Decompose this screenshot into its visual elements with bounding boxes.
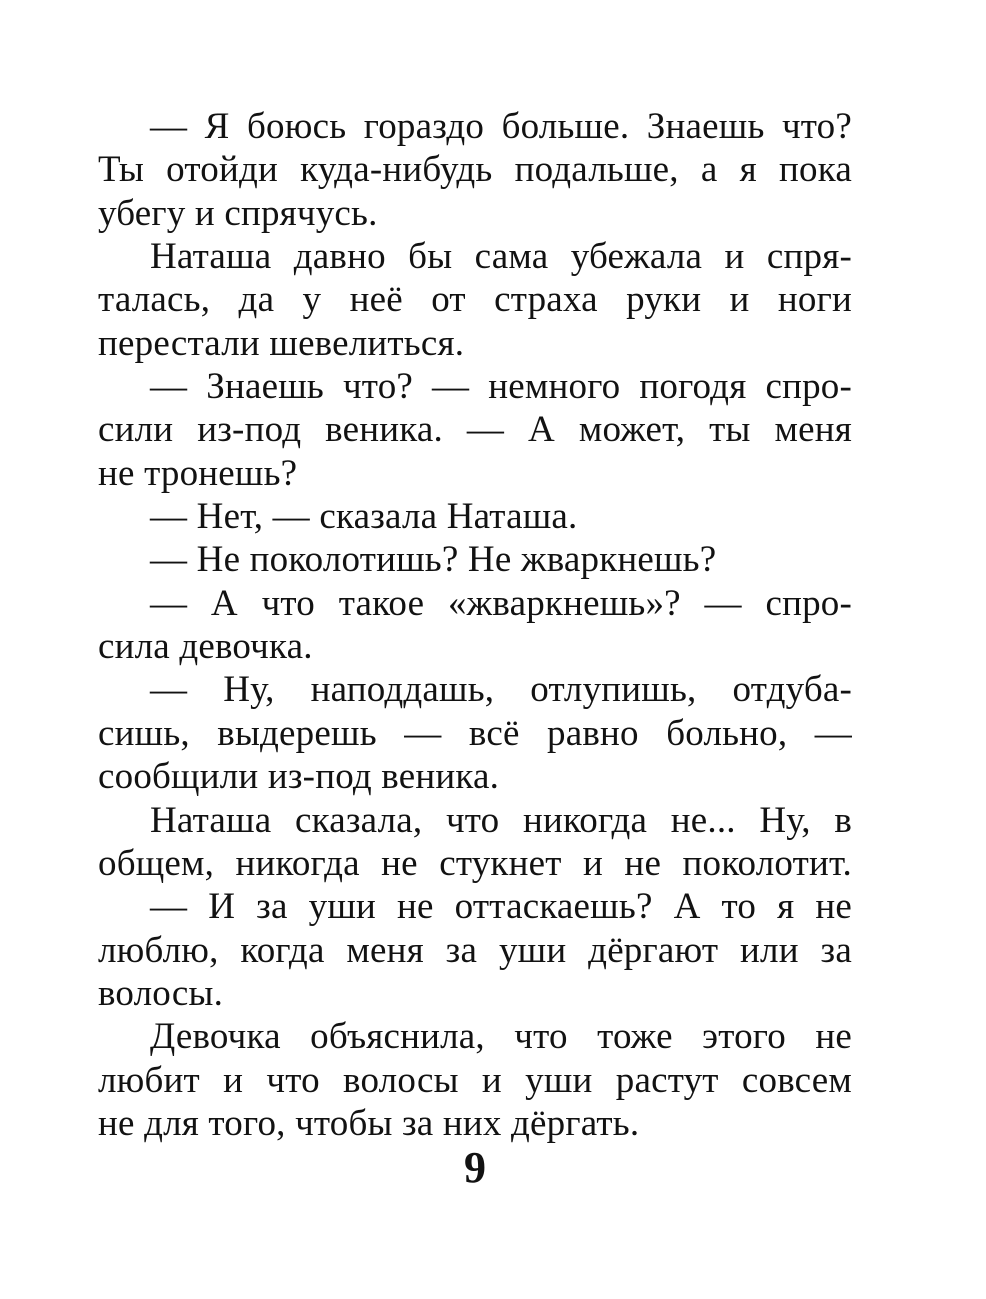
text-line: талась, да у неё от страха руки и ноги — [98, 279, 852, 321]
text-line: — Знаешь что? — немного погодя спро- — [150, 366, 852, 408]
text-line: сишь, выдерешь — всё равно больно, — — [98, 712, 852, 754]
text-line: не тронешь? — [98, 452, 298, 494]
story-text — [98, 105, 852, 1145]
text-line: люблю, когда меня за уши дёргают или за — [98, 929, 852, 971]
text-line: Наташа сказала, что никогда не... Ну, в — [150, 799, 852, 841]
text-line: Ты отойди куда-нибудь подальше, а я пока — [98, 149, 852, 191]
text-line: общем, никогда не стукнет и не поколотит. — [98, 842, 852, 884]
text-line: — И за уши не оттаскаешь? А то я не — [150, 886, 852, 928]
text-line: сообщили из-под веника. — [98, 756, 500, 798]
text-line: перестали шевелиться. — [98, 322, 465, 364]
text-line: Наташа давно бы сама убежала и спря- — [150, 236, 852, 278]
text-line: Девочка объяснила, что тоже этого не — [150, 1016, 852, 1058]
text-line: сили из-под веника. — А может, ты меня — [98, 409, 852, 451]
page-number: 9 — [464, 1143, 486, 1192]
text-line: — Не поколотишь? Не жваркнешь? — [150, 539, 717, 581]
text-line: любит и что волосы и уши растут совсем — [98, 1059, 852, 1101]
text-line: не для того, чтобы за них дёргать. — [98, 1102, 640, 1144]
text-line: убегу и спрячусь. — [98, 192, 378, 234]
text-line: волосы. — [98, 972, 224, 1014]
text-line: — А что такое «жваркнешь»? — спро- — [150, 582, 852, 624]
text-line: — Ну, наподдашь, отлупишь, отдуба- — [150, 669, 852, 711]
text-line: — Я боюсь гораздо больше. Знаешь что? — [150, 106, 852, 147]
text-line: — Нет, — сказала Наташа. — [150, 496, 578, 538]
text-line: сила девочка. — [98, 626, 313, 668]
